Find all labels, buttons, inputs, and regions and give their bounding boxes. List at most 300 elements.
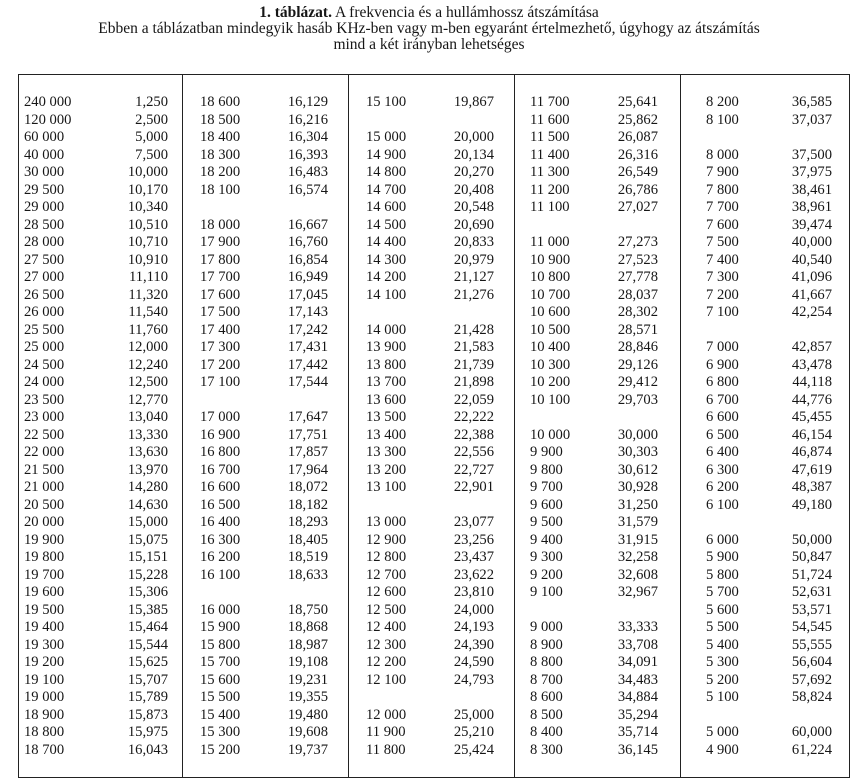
- frequency-value: 19 500: [24, 601, 65, 618]
- frequency-value: 14 400: [366, 234, 407, 250]
- wavelength-value: 11,110: [128, 269, 168, 285]
- frequency-value: 9 300: [530, 549, 563, 565]
- table-row: [530, 269, 658, 285]
- table-row: [366, 217, 494, 233]
- table-row: [366, 707, 494, 723]
- frequency-value: 10 400: [530, 339, 571, 355]
- frequency-value: 6 500: [706, 426, 739, 443]
- table-row: [706, 147, 832, 163]
- table-row: [366, 94, 494, 110]
- wavelength-value: 11,540: [128, 304, 168, 320]
- frequency-value: 6 000: [706, 531, 739, 548]
- frequency-value: 120 000: [24, 111, 72, 128]
- table-row: [24, 269, 168, 285]
- table-row: [24, 357, 168, 373]
- wavelength-value: 16,043: [127, 741, 168, 758]
- frequency-value: 11 000: [530, 234, 570, 250]
- frequency-value: 10 200: [530, 374, 571, 390]
- frequency-value: 240 000: [24, 94, 72, 110]
- frequency-value: 26 500: [24, 286, 65, 303]
- table-row: [366, 532, 494, 548]
- table-row: [530, 602, 658, 618]
- table-row: [200, 357, 328, 373]
- wavelength-value: 28,571: [617, 321, 658, 338]
- table-row: [706, 497, 832, 513]
- table-row: [24, 532, 168, 548]
- frequency-value: 9 700: [530, 479, 563, 495]
- wavelength-value: 15,228: [127, 566, 168, 583]
- wavelength-value: 51,724: [791, 566, 832, 583]
- wavelength-value: 17,143: [287, 304, 328, 320]
- wavelength-value: 13,630: [127, 444, 168, 460]
- frequency-value: 5 200: [706, 671, 739, 688]
- wavelength-value: 12,770: [127, 391, 168, 408]
- table-row: [530, 514, 658, 530]
- table-row: [24, 392, 168, 408]
- table-subtitle-line-2: mind a két irányban lehetséges: [333, 36, 525, 53]
- wavelength-value: 29,412: [617, 374, 658, 390]
- table-row: [24, 707, 168, 723]
- wavelength-value: 48,387: [791, 479, 832, 495]
- table-row: [706, 462, 832, 478]
- frequency-value: 7 600: [706, 216, 739, 233]
- wavelength-value: 10,510: [127, 216, 168, 233]
- table-row: [200, 304, 328, 320]
- table-row: [530, 672, 658, 688]
- wavelength-value: 36,585: [791, 94, 832, 110]
- column-divider: [182, 74, 183, 778]
- frequency-value: 17 500: [200, 304, 241, 320]
- wavelength-value: 13,970: [127, 461, 168, 478]
- table-row: [200, 147, 328, 163]
- table-row: [706, 602, 832, 618]
- wavelength-value: 21,428: [453, 321, 494, 338]
- table-row: [200, 339, 328, 355]
- wavelength-value: 12,240: [127, 356, 168, 373]
- wavelength-value: 27,778: [617, 269, 658, 285]
- wavelength-value: 35,294: [617, 706, 658, 723]
- wavelength-value: 15,707: [127, 671, 168, 688]
- wavelength-value: 14,630: [127, 496, 168, 513]
- frequency-value: 8 600: [530, 689, 563, 705]
- table-row: [706, 287, 832, 303]
- column-divider: [514, 74, 515, 778]
- table-row: [366, 374, 494, 390]
- wavelength-value: 45,455: [791, 409, 832, 425]
- table-row: [24, 514, 168, 530]
- wavelength-value: 15,873: [127, 706, 168, 723]
- frequency-value: 8 000: [706, 146, 739, 163]
- table-row: [530, 742, 658, 758]
- table-row: [200, 234, 328, 250]
- table-row: [24, 584, 168, 600]
- wavelength-value: 25,424: [453, 741, 494, 758]
- wavelength-value: 21,127: [453, 269, 494, 285]
- wavelength-value: 32,258: [617, 549, 658, 565]
- table-row: [24, 182, 168, 198]
- table-row: [530, 532, 658, 548]
- wavelength-value: 54,545: [791, 619, 832, 635]
- table-row: [200, 129, 328, 145]
- table-row: [24, 602, 168, 618]
- wavelength-value: 23,810: [453, 584, 494, 600]
- table-row: [200, 497, 328, 513]
- frequency-value: 11 100: [530, 199, 570, 215]
- frequency-value: 7 700: [706, 199, 739, 215]
- table-row: [530, 374, 658, 390]
- table-row: [706, 374, 832, 390]
- wavelength-value: 18,519: [287, 549, 328, 565]
- wavelength-value: 41,096: [791, 269, 832, 285]
- table-subtitle-line-1: Ebben a táblázatban mindegyik hasáb KHz-ben vagy m-ben egyaránt értelmezhető, úgyhogy az átszámítás: [98, 20, 760, 37]
- wavelength-value: 50,847: [791, 549, 832, 565]
- wavelength-value: 16,949: [287, 269, 328, 285]
- wavelength-value: 20,134: [453, 146, 494, 163]
- table-row: [200, 549, 328, 565]
- frequency-value: 11 700: [530, 94, 570, 110]
- wavelength-value: 10,340: [127, 199, 168, 215]
- frequency-value: 17 000: [200, 409, 241, 425]
- table-row: [24, 234, 168, 250]
- wavelength-value: 37,975: [791, 164, 832, 180]
- wavelength-value: 55,555: [791, 636, 832, 653]
- frequency-value: 22 000: [24, 444, 65, 460]
- table-row: [530, 567, 658, 583]
- wavelength-value: 17,647: [287, 409, 328, 425]
- wavelength-value: 27,523: [617, 251, 658, 268]
- frequency-value: 40 000: [24, 146, 65, 163]
- wavelength-value: 25,641: [617, 94, 658, 110]
- wavelength-value: 20,270: [453, 164, 494, 180]
- wavelength-value: 60,000: [791, 724, 832, 740]
- frequency-value: 18 800: [24, 724, 65, 740]
- wavelength-value: 37,500: [791, 146, 832, 163]
- table-row: [24, 112, 168, 128]
- table-row: [530, 427, 658, 443]
- frequency-value: 19 900: [24, 531, 65, 548]
- frequency-value: 19 600: [24, 584, 65, 600]
- wavelength-value: 22,556: [453, 444, 494, 460]
- wavelength-value: 23,622: [453, 566, 494, 583]
- table-row: [366, 619, 494, 635]
- frequency-value: 13 400: [366, 426, 407, 443]
- table-row: [200, 427, 328, 443]
- table-row: [530, 182, 658, 198]
- frequency-value: 11 600: [530, 111, 570, 128]
- wavelength-value: 46,154: [791, 426, 832, 443]
- table-row: [366, 392, 494, 408]
- table-row: [706, 269, 832, 285]
- frequency-value: 17 200: [200, 356, 241, 373]
- frequency-value: 21 500: [24, 461, 65, 478]
- frequency-value: 12 600: [366, 584, 407, 600]
- frequency-value: 19 400: [24, 619, 65, 635]
- frequency-value: 13 600: [366, 391, 407, 408]
- frequency-value: 11 900: [366, 724, 406, 740]
- wavelength-value: 18,182: [287, 496, 328, 513]
- wavelength-value: 38,961: [791, 199, 832, 215]
- wavelength-value: 11,760: [128, 321, 168, 338]
- wavelength-value: 21,276: [453, 286, 494, 303]
- frequency-value: 16 800: [200, 444, 241, 460]
- wavelength-value: 33,333: [617, 619, 658, 635]
- frequency-value: 16 400: [200, 514, 241, 530]
- frequency-value: 25 500: [24, 321, 65, 338]
- wavelength-value: 26,549: [617, 164, 658, 180]
- table-row: [200, 637, 328, 653]
- wavelength-value: 40,000: [791, 234, 832, 250]
- table-row: [200, 654, 328, 670]
- wavelength-value: 19,867: [453, 94, 494, 110]
- table-row: [366, 112, 494, 128]
- frequency-value: 18 500: [200, 111, 241, 128]
- wavelength-value: 36,145: [617, 741, 658, 758]
- frequency-value: 6 300: [706, 461, 739, 478]
- table-row: [200, 217, 328, 233]
- table-row: [706, 199, 832, 215]
- wavelength-value: 13,040: [127, 409, 168, 425]
- frequency-value: 18 600: [200, 94, 241, 110]
- table-row: [530, 252, 658, 268]
- frequency-value: 12 000: [366, 706, 407, 723]
- wavelength-value: 35,714: [617, 724, 658, 740]
- wavelength-value: 46,874: [791, 444, 832, 460]
- frequency-value: 8 900: [530, 636, 563, 653]
- frequency-value: 5 400: [706, 636, 739, 653]
- wavelength-value: 44,776: [791, 391, 832, 408]
- wavelength-value: 25,210: [453, 724, 494, 740]
- wavelength-value: 20,000: [453, 129, 494, 145]
- frequency-value: 9 900: [530, 444, 563, 460]
- table-row: [706, 549, 832, 565]
- frequency-value: 19 300: [24, 636, 65, 653]
- wavelength-value: 15,385: [127, 601, 168, 618]
- table-row: [366, 164, 494, 180]
- wavelength-value: 31,915: [617, 531, 658, 548]
- wavelength-value: 16,854: [287, 251, 328, 268]
- table-row: [366, 444, 494, 460]
- table-row: [200, 514, 328, 530]
- wavelength-value: 23,077: [453, 514, 494, 530]
- table-row: [366, 147, 494, 163]
- wavelength-value: 27,273: [617, 234, 658, 250]
- table-row: [366, 672, 494, 688]
- frequency-value: 10 300: [530, 356, 571, 373]
- wavelength-value: 18,750: [287, 601, 328, 618]
- table-row: [200, 444, 328, 460]
- frequency-value: 7 800: [706, 181, 739, 198]
- table-row: [24, 252, 168, 268]
- frequency-value: 5 700: [706, 584, 739, 600]
- frequency-value: 6 800: [706, 374, 739, 390]
- frequency-value: 13 300: [366, 444, 407, 460]
- table-row: [200, 94, 328, 110]
- frequency-value: 15 000: [366, 129, 407, 145]
- wavelength-value: 18,633: [287, 566, 328, 583]
- frequency-value: 15 500: [200, 689, 241, 705]
- frequency-value: 21 000: [24, 479, 65, 495]
- wavelength-value: 5,000: [135, 129, 168, 145]
- table-row: [706, 637, 832, 653]
- frequency-value: 19 100: [24, 671, 65, 688]
- frequency-value: 7 900: [706, 164, 739, 180]
- table-row: [706, 182, 832, 198]
- frequency-value: 9 800: [530, 461, 563, 478]
- table-row: [200, 164, 328, 180]
- frequency-value: 25 000: [24, 339, 65, 355]
- wavelength-value: 19,608: [287, 724, 328, 740]
- table-row: [706, 304, 832, 320]
- frequency-value: 14 500: [366, 216, 407, 233]
- table-row: [200, 199, 328, 215]
- frequency-value: 12 700: [366, 566, 407, 583]
- table-title: [0, 5, 858, 21]
- wavelength-value: 12,500: [127, 374, 168, 390]
- table-row: [530, 409, 658, 425]
- frequency-value: 10 500: [530, 321, 571, 338]
- table-bottom-rule: [18, 777, 850, 778]
- wavelength-value: 22,727: [453, 461, 494, 478]
- wavelength-value: 30,612: [617, 461, 658, 478]
- wavelength-value: 15,151: [127, 549, 168, 565]
- wavelength-value: 30,928: [617, 479, 658, 495]
- frequency-value: 10 000: [530, 426, 571, 443]
- wavelength-value: 32,967: [617, 584, 658, 600]
- wavelength-value: 40,540: [791, 251, 832, 268]
- frequency-value: 17 600: [200, 286, 241, 303]
- wavelength-value: 41,667: [791, 286, 832, 303]
- wavelength-value: 29,126: [617, 356, 658, 373]
- table-row: [366, 409, 494, 425]
- frequency-value: 17 100: [200, 374, 241, 390]
- table-row: [24, 654, 168, 670]
- table-row: [530, 619, 658, 635]
- wavelength-value: 16,760: [287, 234, 328, 250]
- table-row: [200, 269, 328, 285]
- table-row: [200, 619, 328, 635]
- frequency-value: 20 500: [24, 496, 65, 513]
- wavelength-value: 12,000: [127, 339, 168, 355]
- table-row: [366, 199, 494, 215]
- wavelength-value: 2,500: [135, 111, 168, 128]
- frequency-value: 5 100: [706, 689, 739, 705]
- table-row: [200, 584, 328, 600]
- table-row: [530, 217, 658, 233]
- table-row: [366, 514, 494, 530]
- wavelength-value: 17,242: [287, 321, 328, 338]
- table-row: [366, 129, 494, 145]
- table-row: [24, 462, 168, 478]
- table-row: [530, 234, 658, 250]
- frequency-value: 10 700: [530, 286, 571, 303]
- wavelength-value: 19,737: [287, 741, 328, 758]
- table-row: [530, 199, 658, 215]
- frequency-value: 14 600: [366, 199, 407, 215]
- frequency-value: 9 000: [530, 619, 563, 635]
- wavelength-value: 38,461: [791, 181, 832, 198]
- wavelength-value: 14,280: [127, 479, 168, 495]
- table-row: [366, 742, 494, 758]
- table-row: [706, 479, 832, 495]
- table-row: [530, 444, 658, 460]
- frequency-value: 24 500: [24, 356, 65, 373]
- table-row: [200, 724, 328, 740]
- table-row: [366, 322, 494, 338]
- wavelength-value: 15,000: [127, 514, 168, 530]
- frequency-value: 18 300: [200, 146, 241, 163]
- wavelength-value: 57,692: [791, 671, 832, 688]
- table-row: [366, 724, 494, 740]
- table-row: [366, 304, 494, 320]
- frequency-value: 12 800: [366, 549, 407, 565]
- table-row: [530, 112, 658, 128]
- wavelength-value: 16,304: [287, 129, 328, 145]
- table-row: [530, 549, 658, 565]
- table-row: [24, 479, 168, 495]
- table-title-text: A frekvencia és a hullámhossz átszámítása: [331, 4, 599, 21]
- table-row: [530, 287, 658, 303]
- wavelength-value: 15,306: [127, 584, 168, 600]
- table-row: [200, 182, 328, 198]
- frequency-value: 12 500: [366, 601, 407, 618]
- frequency-value: 6 200: [706, 479, 739, 495]
- frequency-value: 8 300: [530, 741, 563, 758]
- wavelength-value: 22,388: [453, 426, 494, 443]
- frequency-value: 16 500: [200, 496, 241, 513]
- table-row: [24, 567, 168, 583]
- frequency-value: 19 800: [24, 549, 65, 565]
- table-row: [530, 637, 658, 653]
- table-row: [530, 584, 658, 600]
- wavelength-value: 22,901: [453, 479, 494, 495]
- table-row: [200, 374, 328, 390]
- wavelength-value: 19,108: [287, 654, 328, 670]
- table-row: [24, 164, 168, 180]
- frequency-value: 14 700: [366, 181, 407, 198]
- table-row: [530, 94, 658, 110]
- wavelength-value: 31,579: [617, 514, 658, 530]
- table-row: [366, 269, 494, 285]
- frequency-value: 15 700: [200, 654, 241, 670]
- frequency-value: 10 100: [530, 391, 571, 408]
- table-row: [706, 357, 832, 373]
- wavelength-value: 52,631: [791, 584, 832, 600]
- table-row: [24, 619, 168, 635]
- table-row: [24, 444, 168, 460]
- table-row: [24, 217, 168, 233]
- frequency-value: 16 700: [200, 461, 241, 478]
- frequency-value: 5 600: [706, 601, 739, 618]
- table-row: [706, 322, 832, 338]
- wavelength-value: 23,437: [453, 549, 494, 565]
- table-row: [24, 724, 168, 740]
- table-row: [366, 287, 494, 303]
- wavelength-value: 26,316: [617, 146, 658, 163]
- frequency-value: 15 200: [200, 741, 241, 758]
- table-row: [200, 672, 328, 688]
- table-row: [530, 707, 658, 723]
- table-row: [366, 637, 494, 653]
- table-row: [200, 567, 328, 583]
- table-row: [530, 129, 658, 145]
- wavelength-value: 16,667: [287, 216, 328, 233]
- wavelength-value: 10,710: [127, 234, 168, 250]
- frequency-value: 14 900: [366, 146, 407, 163]
- frequency-value: 11 800: [366, 741, 406, 758]
- frequency-value: 10 900: [530, 251, 571, 268]
- wavelength-value: 50,000: [791, 531, 832, 548]
- wavelength-value: 25,000: [453, 706, 494, 723]
